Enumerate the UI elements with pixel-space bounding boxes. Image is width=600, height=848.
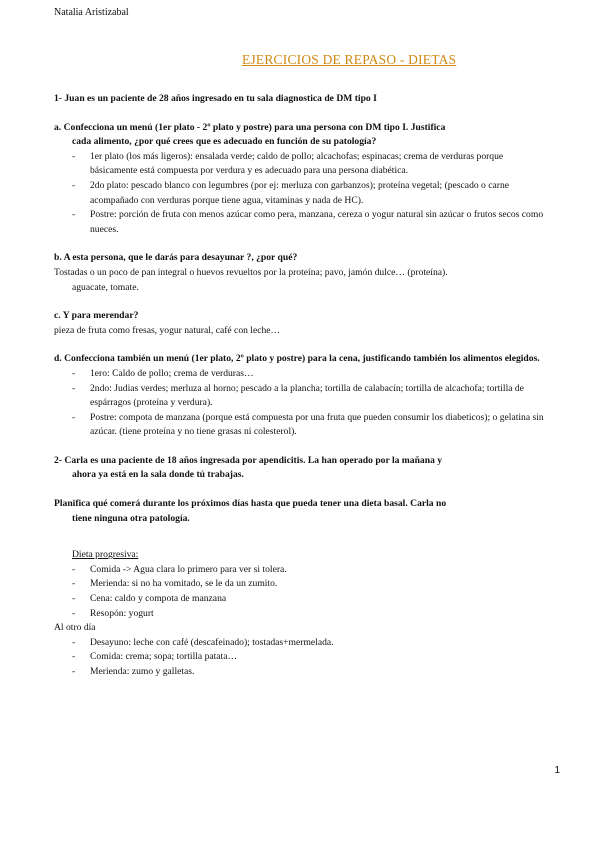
list-item: - Postre: porción de fruta con menos azúcar como pera, manzana, cereza o yogur natural sin azúcar o frutos secos como nueces.	[72, 208, 544, 237]
diet-progressive-label: Dieta progresiva:	[72, 549, 139, 561]
q1c-question: c. Y para merendar?	[54, 310, 139, 322]
q1d-answer-list	[54, 367, 544, 440]
header-author: Natalia Aristizabal	[54, 7, 129, 18]
q1a-question-line2: cada alimento, ¿por qué crees que es adecuado en función de su patología?	[72, 136, 377, 148]
list-item: - 2do plato: pescado blanco con legumbres (por ej: merluza con garbanzos); proteína vegetal; (pescado o carne acompañado con verduras porque tiene agua, vitaminas y nada de HC).	[72, 179, 544, 208]
list-item: - Comida: crema; sopa; tortilla patata…	[72, 650, 544, 665]
list-item: - 2ndo: Judias verdes; merluza al horno; pescado a la plancha; tortilla de calabacín; tortilla de alcachofa; tortilla de espárragos (proteína y verdura).	[72, 382, 544, 411]
page-number: 1	[554, 765, 560, 776]
q1b-answer-line1: Tostadas o un poco de pan integral o huevos revueltos por la proteína; pavo, jamón dulce… (proteína).	[54, 266, 448, 278]
q1a-answer-list	[54, 150, 544, 238]
day1-diet-list	[54, 563, 544, 621]
q1-heading: 1- Juan es un paciente de 28 años ingresado en tu sala diagnostica de DM tipo I	[54, 93, 377, 104]
document-title: EJERCICIOS DE REPASO - DIETAS	[242, 52, 457, 67]
q1a-question-line1: a. Confecciona un menú (1er plato - 2º plato y postre) para una persona con DM tipo I. Justifica	[54, 121, 446, 133]
list-item: - Resopón: yogurt	[72, 607, 544, 622]
next-day-label: Al otro día	[54, 622, 96, 634]
list-item: - Cena: caldo y compota de manzana	[72, 592, 544, 607]
q1d-question: d. Confecciona también un menú (1er plato, 2º plato y postre) para la cena, justificando también los alimentos elegidos.	[54, 353, 540, 365]
list-item: - 1er plato (los más ligeros): ensalada verde; caldo de pollo; alcachofas; espinacas; crema de verduras porque básicamente está compuesta por verdura y es adecuado para una persona diabética.	[72, 150, 544, 179]
list-item: - Postre: compota de manzana (porque está compuesta por una fruta que pueden consumir los diabeticos); o gelatina sin azúcar. (tiene proteína y no tiene grasas ni colesterol).	[72, 411, 544, 440]
list-item: - Desayuno: leche con café (descafeinado); tostadas+mermelada.	[72, 636, 544, 651]
q2-task-line1: Planifica qué comerá durante los próximos días hasta que pueda tener una dieta basal. Carla no	[54, 498, 447, 510]
list-item: - Comida -> Agua clara lo primero para ver si tolera.	[72, 563, 544, 578]
q2-heading-line2: ahora ya está en la sala donde tú trabajas.	[72, 469, 244, 481]
list-item: - Merienda: zumo y galletas.	[72, 665, 544, 680]
q1b-answer-line2: aguacate, tomate.	[72, 281, 139, 293]
day2-diet-list	[54, 636, 544, 680]
q1b-question: b. A esta persona, que le darás para desayunar ?, ¿por qué?	[54, 252, 298, 264]
q2-task-line2: tiene ninguna otra patología.	[72, 512, 190, 524]
list-item: - Merienda: si no ha vomitado, se le da un zumito.	[72, 577, 544, 592]
q1c-answer: pieza de fruta como fresas, yogur natural, café con leche…	[54, 324, 281, 336]
document-body	[54, 92, 544, 680]
list-item: - 1ero: Caldo de pollo; crema de verduras…	[72, 367, 544, 382]
q2-heading-line1: 2- Carla es una paciente de 18 años ingresada por apendicitis. La han operado por la mañana y	[54, 454, 443, 466]
